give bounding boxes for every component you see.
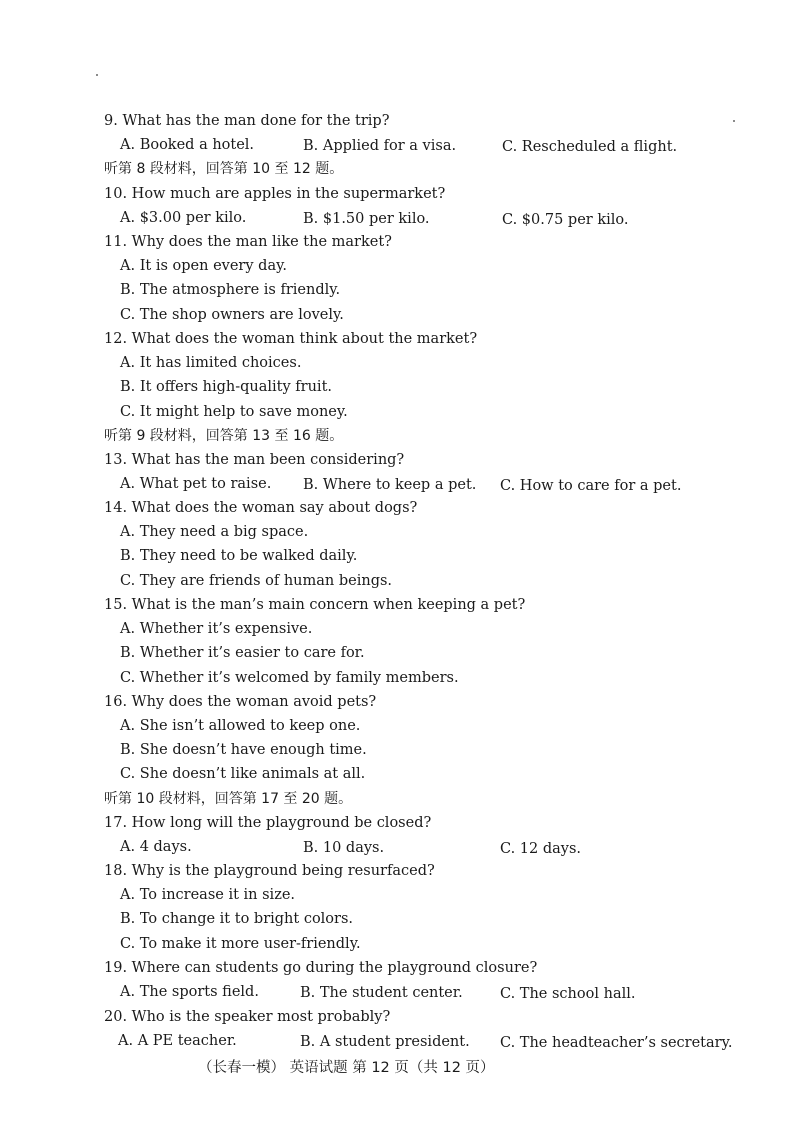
option-c: C. They are friends of human beings. [120,573,393,589]
section-instruction: 听第 9 段材料，回答第 13 至 16 题。 [104,428,344,444]
option-b: B. Whether it’s easier to care for. [120,645,365,661]
option-b: B. The atmosphere is friendly. [120,282,341,298]
question-stem: 17. How long will the playground be closed? [104,815,432,831]
question-stem: 18. Why is the playground being resurfaced? [104,863,435,879]
option-a: A. They need a big space. [120,524,309,540]
option-a: A. Whether it’s expensive. [120,621,313,637]
option-b: B. She doesn’t have enough time. [120,742,367,758]
question-stem: 10. How much are apples in the supermarket? [104,186,446,202]
option-b: B. A student president. [300,1034,470,1050]
option-c: C. She doesn’t like animals at all. [120,766,366,782]
section-instruction: 听第 10 段材料，回答第 17 至 20 题。 [104,791,353,807]
option-b: B. Where to keep a pet. [303,477,477,493]
option-a: A. Booked a hotel. [120,137,255,153]
question-stem: 11. Why does the man like the market? [104,234,392,250]
scan-speck [96,74,98,76]
option-c: C. How to care for a pet. [500,478,682,494]
option-c: C. The school hall. [500,986,636,1002]
option-c: C. $0.75 per kilo. [502,212,629,228]
option-a: A. 4 days. [120,839,192,855]
option-a: A. It is open every day. [120,258,287,274]
question-stem: 19. Where can students go during the playground closure? [104,960,538,976]
scan-speck [733,120,735,122]
option-b: B. 10 days. [303,840,385,856]
option-b: B. $1.50 per kilo. [303,211,430,227]
question-stem: 12. What does the woman think about the market? [104,331,478,347]
option-c: C. Rescheduled a flight. [502,139,678,155]
question-stem: 20. Who is the speaker most probably? [104,1009,391,1025]
question-stem: 13. What has the man been considering? [104,452,405,468]
option-a: A. What pet to raise. [120,476,272,492]
option-b: B. They need to be walked daily. [120,548,358,564]
option-c: C. 12 days. [500,841,582,857]
question-stem: 14. What does the woman say about dogs? [104,500,418,516]
option-a: A. To increase it in size. [120,887,296,903]
question-stem: 16. Why does the woman avoid pets? [104,694,377,710]
option-a: A. She isn’t allowed to keep one. [120,718,361,734]
option-b: B. To change it to bright colors. [120,911,354,927]
option-a: A. $3.00 per kilo. [120,210,247,226]
option-c: C. The headteacher’s secretary. [500,1035,733,1051]
question-stem: 15. What is the man’s main concern when keeping a pet? [104,597,526,613]
page-footer: （长春一模） 英语试题 第 12 页（共 12 页） [198,1060,495,1076]
option-c: C. Whether it’s welcomed by family members. [120,670,459,686]
option-a: A. The sports field. [120,984,259,1000]
option-b: B. The student center. [300,985,463,1001]
option-c: C. It might help to save money. [120,404,348,420]
question-stem: 9. What has the man done for the trip? [104,113,390,129]
option-c: C. The shop owners are lovely. [120,307,344,323]
option-c: C. To make it more user-friendly. [120,936,361,952]
option-b: B. It offers high-quality fruit. [120,379,333,395]
option-b: B. Applied for a visa. [303,138,457,154]
option-a: A. It has limited choices. [120,355,302,371]
section-instruction: 听第 8 段材料，回答第 10 至 12 题。 [104,161,344,177]
option-a: A. A PE teacher. [118,1033,237,1049]
